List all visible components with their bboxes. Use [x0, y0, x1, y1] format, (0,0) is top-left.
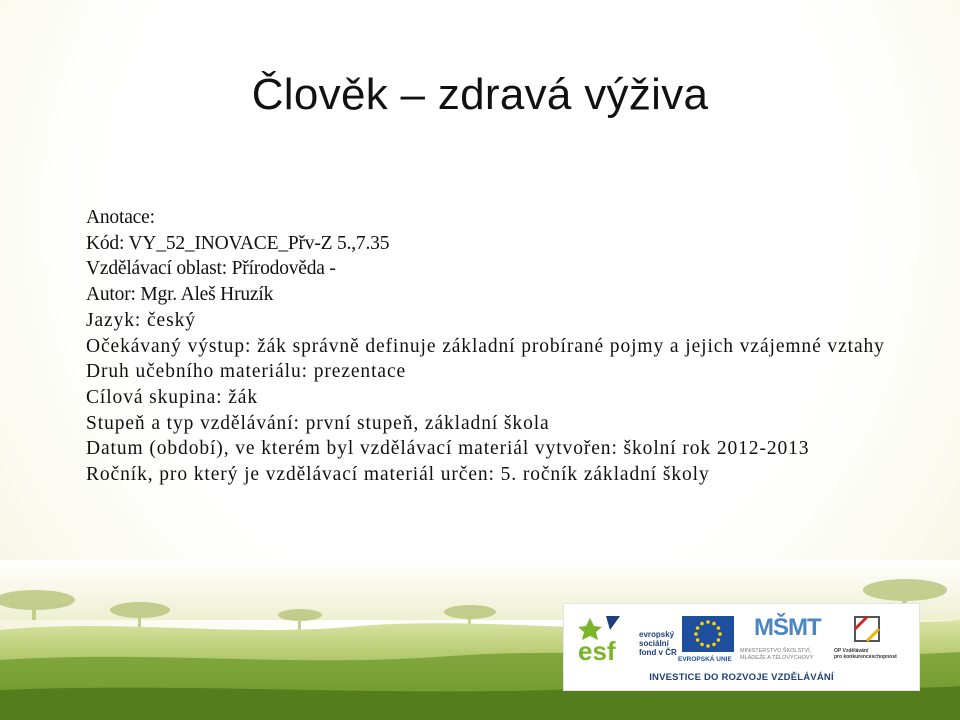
- msmt-logo-mark: MŠMT: [754, 614, 821, 641]
- esf-text-line: fond v ČR: [639, 648, 677, 657]
- op-vk-text: [834, 648, 897, 660]
- annotation-line: Očekávaný výstup: žák správně definuje základní probírané pojmy a jejich vzájemné vztahy: [86, 335, 885, 357]
- investment-footer-text: INVESTICE DO ROZVOJE VZDĚLÁVÁNÍ: [649, 672, 834, 683]
- msmt-text-line: MLÁDEŽE A TĚLOVÝCHOVY: [740, 655, 814, 661]
- annotation-line: Jazyk: český: [86, 309, 196, 331]
- op-vk-logo-icon: [852, 614, 882, 644]
- eu-label: EVROPSKÁ UNIE: [678, 656, 732, 663]
- esf-mark: esf: [578, 636, 616, 662]
- msmt-text: [740, 648, 813, 662]
- annotation-line: Druh učebního materiálu: prezentace: [86, 361, 407, 383]
- op-vk-text-line: OP Vzdělávání: [834, 648, 869, 654]
- msmt-text-line: MINISTERSTVO ŠKOLSTVÍ,: [740, 648, 812, 654]
- annotation-line: Stupeň a typ vzdělávání: první stupeň, základní škola: [86, 412, 550, 434]
- esf-logo-icon: [576, 616, 636, 662]
- annotation-line: Vzdělávací oblast: Přírodověda -: [86, 258, 336, 280]
- op-vk-text-line: pro konkurenceschopnost: [834, 654, 897, 660]
- funding-logos-strip: [563, 603, 920, 691]
- annotation-block: [86, 205, 946, 488]
- annotation-line: Anotace:: [86, 207, 155, 228]
- annotation-line: Kód: VY_52_INOVACE_Přv-Z 5.,7.35: [86, 232, 390, 254]
- esf-text-line: sociální: [639, 639, 669, 648]
- annotation-line: Autor: Mgr. Aleš Hruzík: [86, 284, 274, 306]
- annotation-line: Cílová skupina: žák: [86, 386, 258, 408]
- esf-text-line: evropský: [639, 630, 675, 639]
- esf-text: [639, 630, 677, 657]
- annotation-line: Ročník, pro který je vzdělávací materiál určen: 5. ročník základní školy: [86, 464, 710, 486]
- slide-title: Člověk – zdravá výživa: [251, 70, 709, 119]
- eu-flag-icon: [682, 616, 734, 652]
- annotation-line: Datum (období), ve kterém byl vzdělávací materiál vytvořen: školní rok 2012-2013: [86, 438, 810, 460]
